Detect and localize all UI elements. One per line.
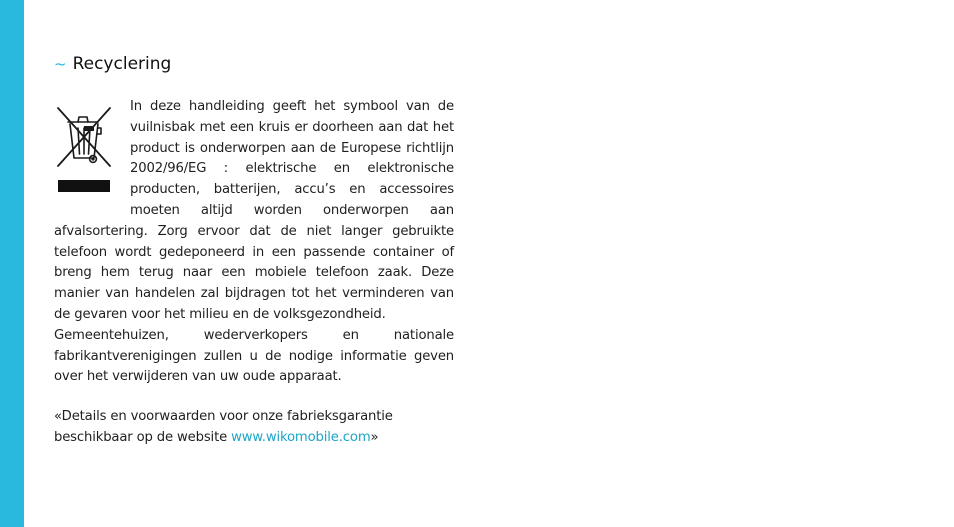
recycling-text xyxy=(54,97,454,388)
recycling-paragraph-2: Gemeentehuizen, wederverkopers en nationale fabrikantverenigingen zullen u de nodige informatie geven over het verwijderen van uw oude apparaat. xyxy=(54,327,454,385)
section-heading xyxy=(54,53,171,75)
website-link[interactable]: www.wikomobile.com xyxy=(231,429,371,445)
heading-tilde: ~ xyxy=(54,55,67,73)
warranty-line-2 xyxy=(54,428,474,449)
symbol-spacer xyxy=(54,97,130,201)
warranty-line-1: «Details en voorwaarden voor onze fabrieksgarantie xyxy=(54,409,393,424)
warranty-line-2-prefix: beschikbaar op de website xyxy=(54,429,232,445)
recycling-paragraph-1: In deze handleiding geeft het symbool van de vuilnisbak met een kruis er doorheen aan dat het product is onderworpen aan de Europese richtlijn 2002/96/EG : elektrische en elektronische producten, batterijen, accu’s en accessoires moeten altijd worden onderworpen aan afvalsortering. Zorg ervoor dat de niet langer gebruikte telefoon wordt gedeponeerd in een passende container of breng hem terug naar een mobiele telefoon zaak. Deze manier van handelen zal bijdragen tot het verminderen van de gevaren voor het milieu en de volksgezondheid. xyxy=(54,99,454,322)
accent-side-bar xyxy=(0,0,24,527)
warranty-line-2-suffix: » xyxy=(370,429,379,445)
section-title: Recyclering xyxy=(72,54,172,74)
warranty-details xyxy=(54,407,474,449)
